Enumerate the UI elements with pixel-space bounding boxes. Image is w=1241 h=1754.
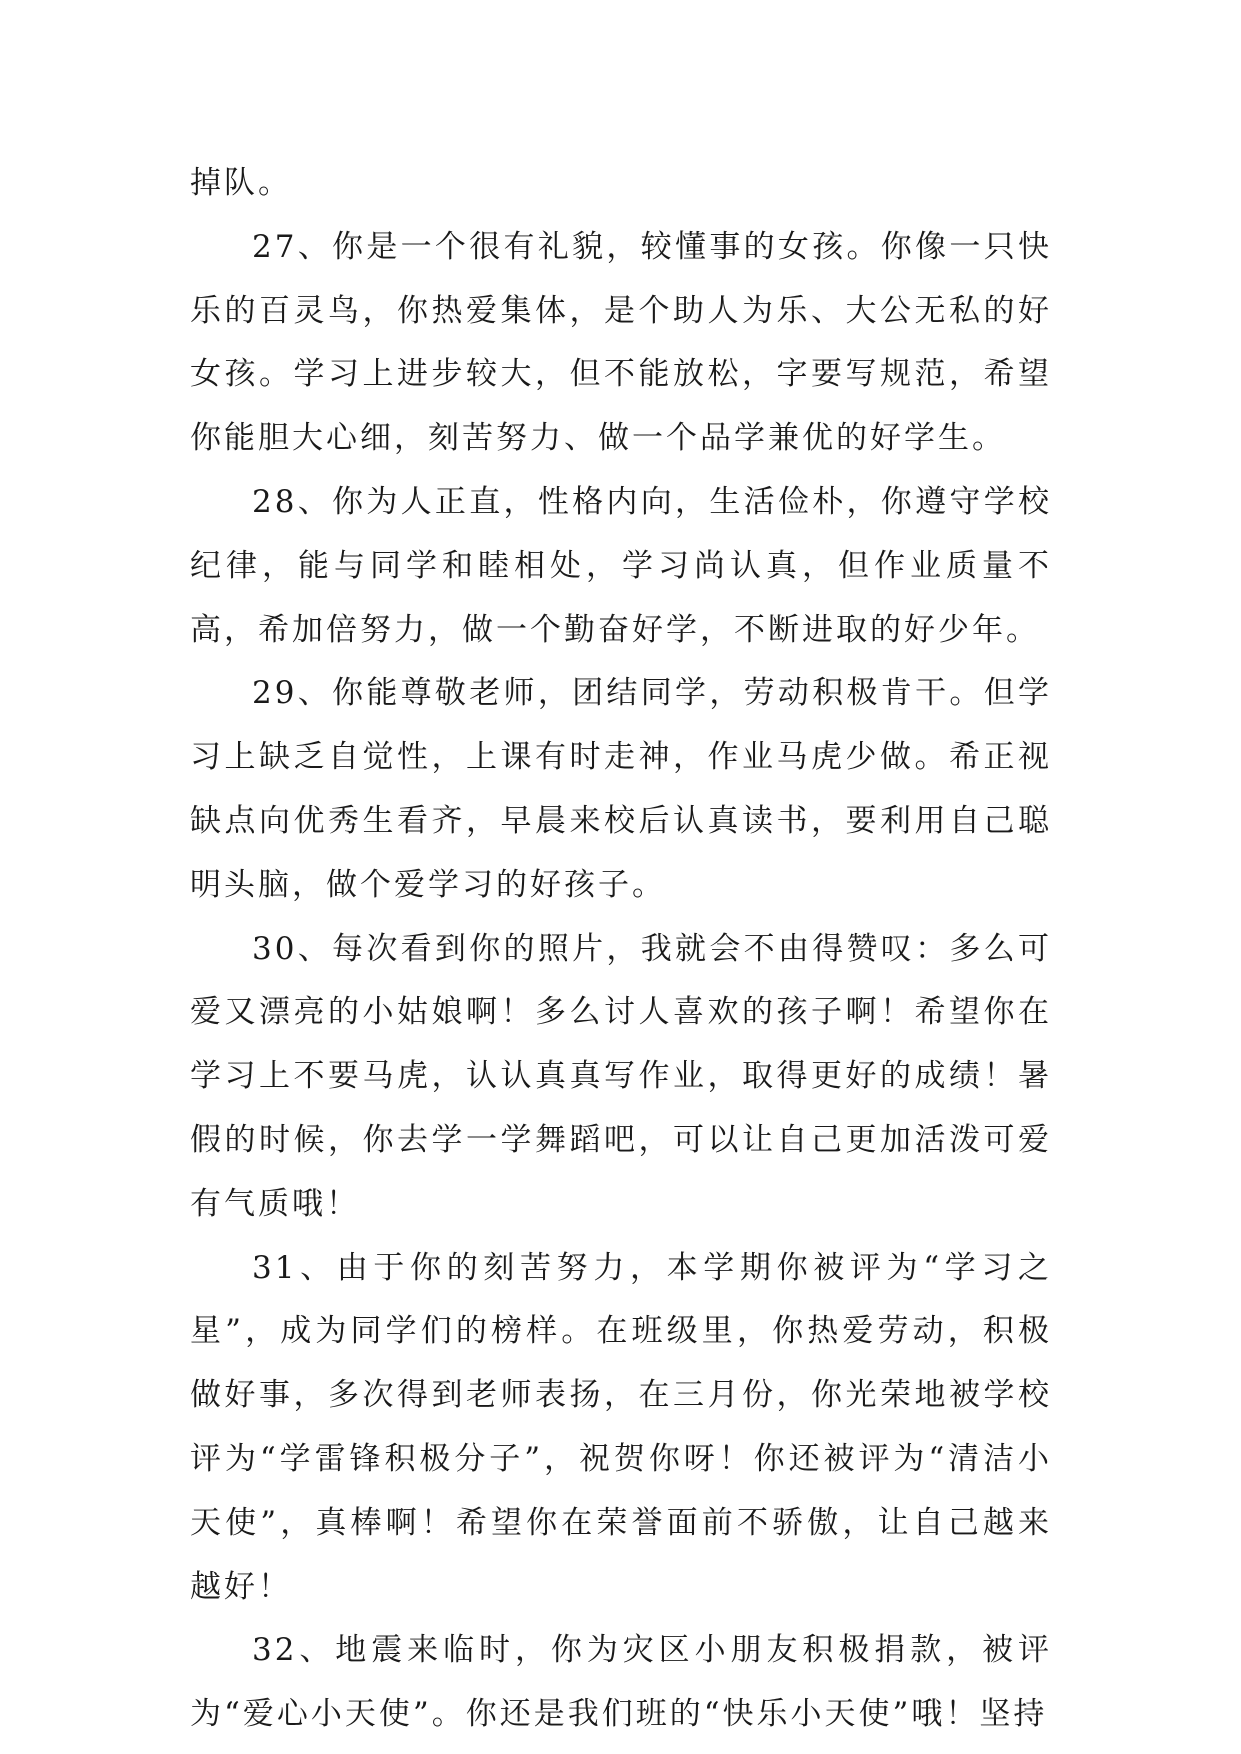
- paragraph-27: 27、你是一个很有礼貌，较懂事的女孩。你像一只快乐的百灵鸟，你热爱集体，是个助人为乐、大公无私的好女孩。学习上进步较大，但不能放松，字要写规范，希望你能胆大心细，刻苦努力、做一个品学兼优的好学生。: [190, 228, 1052, 457]
- paragraph-28: 28、你为人正直，性格内向，生活俭朴，你遵守学校纪律，能与同学和睦相处，学习尚认真，但作业质量不高，希加倍努力，做一个勤奋好学，不断进取的好少年。: [190, 483, 1052, 648]
- paragraph-continuation: 掉队。: [190, 165, 292, 201]
- paragraph-31: 31、由于你的刻苦努力，本学期你被评为“学习之星”，成为同学们的榜样。在班级里，你热爱劳动，积极做好事，多次得到老师表扬，在三月份，你光荣地被学校评为“学雷锋积极分子”，祝贺你呀！你还被评为“清洁小天使”，真棒啊！希望你在荣誉面前不骄傲，让自己越来越好！: [190, 1249, 1052, 1605]
- paragraph-32: 32、地震来临时，你为灾区小朋友积极捐款，被评为“爱心小天使”。你还是我们班的“快乐小天使”哦！坚持: [190, 1632, 1052, 1733]
- document-body: [190, 152, 1052, 1747]
- paragraph-30: 30、每次看到你的照片，我就会不由得赞叹：多么可爱又漂亮的小姑娘啊！多么讨人喜欢的孩子啊！希望你在学习上不要马虎，认认真真写作业，取得更好的成绩！暑假的时候，你去学一学舞蹈吧，可以让自己更加活泼可爱有气质哦！: [190, 930, 1052, 1222]
- paragraph-29: 29、你能尊敬老师，团结同学，劳动积极肯干。但学习上缺乏自觉性，上课有时走神，作业马虎少做。希正视缺点向优秀生看齐，早晨来校后认真读书，要利用自己聪明头脑，做个爱学习的好孩子。: [190, 675, 1052, 903]
